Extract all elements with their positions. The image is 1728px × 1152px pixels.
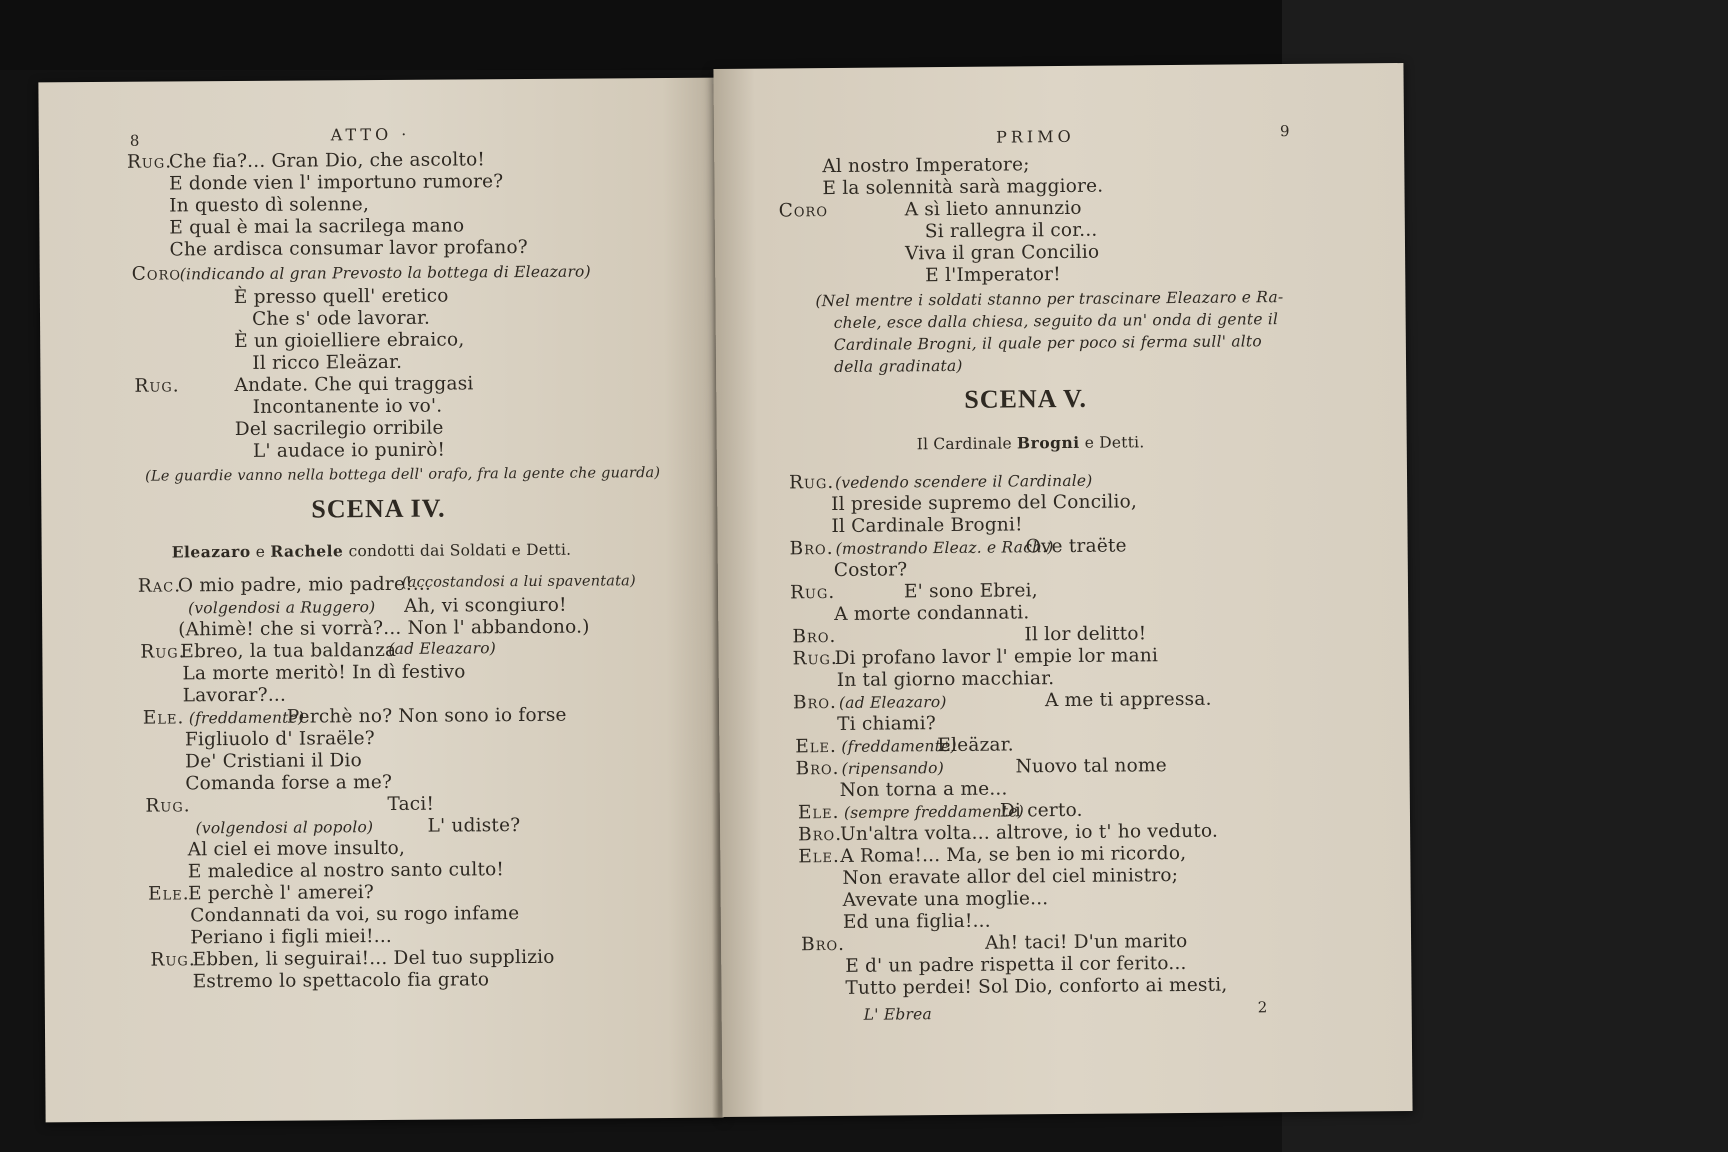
- verse-line: Perchè no? Non sono io forse: [286, 704, 567, 728]
- stage-direction: (ad Eleazaro): [388, 639, 497, 658]
- verse-line: Incontanente io vo'.: [252, 395, 443, 418]
- signature-title: L' Ebrea: [863, 1005, 932, 1024]
- stage-direction: (volgendosi a Ruggero): [187, 598, 376, 618]
- stage-direction: (vedendo scendere il Cardinale): [834, 471, 1093, 492]
- verse-line: Ebreo, la tua baldanza: [180, 639, 397, 663]
- speaker-label: Bro.: [792, 691, 837, 714]
- verse-line: In questo dì solenne,: [169, 194, 370, 217]
- character-name: Brogni: [1016, 432, 1080, 453]
- running-head: PRIMO: [995, 126, 1075, 147]
- running-head: ATTO ·: [330, 124, 411, 145]
- verse-line: E l'Imperator!: [925, 264, 1061, 287]
- verse-line: Il lor delitto!: [1024, 623, 1147, 646]
- speaker-label: Bro.: [795, 757, 840, 780]
- stage-direction: (mostrando Eleaz. e Rach.): [835, 538, 1054, 558]
- verse-line: Di certo.: [999, 799, 1083, 822]
- stage-direction: (indicando al gran Prevosto la bottega di Eleazaro): [179, 262, 591, 284]
- cast-text: e: [255, 542, 266, 561]
- left-page: [38, 78, 723, 1123]
- speaker-label: Rug.: [150, 949, 196, 971]
- verse-line: Non eravate allor del ciel ministro;: [842, 865, 1179, 889]
- speaker-label: Ele.: [798, 845, 840, 868]
- stage-direction: (volgendosi al popolo): [195, 818, 374, 838]
- speaker-label: Rug.: [789, 581, 836, 604]
- verse-line: Comanda forse a me?: [185, 771, 393, 795]
- verse-line: Andate. Che qui traggasi: [234, 373, 474, 397]
- stage-direction: Cardinale Brogni, il quale per poco si ferma sull' alto: [833, 332, 1262, 354]
- verse-line: Al nostro Imperatore;: [822, 154, 1030, 178]
- verse-line: Ove traëte: [1025, 535, 1127, 558]
- verse-line: A me ti appressa.: [1044, 688, 1212, 712]
- speaker-label: Ele.: [147, 883, 190, 905]
- verse-line: Figliuolo d' Israële?: [184, 728, 375, 751]
- verse-line: Avevate una moglie...: [842, 888, 1049, 911]
- cast-text: Il Cardinale: [916, 434, 1012, 454]
- verse-line: Il preside supremo del Concilio,: [831, 491, 1138, 516]
- speaker-label: Rug.: [134, 375, 180, 397]
- speaker-label: Rug.: [140, 641, 186, 663]
- verse-line: Eleäzar.: [937, 734, 1014, 757]
- verse-line: In tal giorno macchiar.: [836, 668, 1055, 691]
- stage-direction: (Nel mentre i soldati stanno per trascinare Eleazaro e Ra-: [815, 288, 1284, 311]
- verse-line: Che ardisca consumar lavor profano?: [169, 236, 528, 261]
- verse-line: Periano i figli miei!...: [190, 925, 393, 949]
- speaker-label: Rug.: [145, 795, 191, 817]
- stage-direction: della gradinata): [833, 356, 963, 376]
- verse-line: Del sacrilegio orribile: [234, 417, 444, 441]
- speaker-label: Ele.: [797, 801, 840, 824]
- verse-line: A morte condannati.: [834, 602, 1030, 625]
- verse-line: Che s' ode lavorar.: [251, 307, 431, 330]
- verse-line: Estremo lo spettacolo fia grato: [192, 969, 490, 993]
- verse-line: E' sono Ebrei,: [903, 580, 1038, 603]
- stage-direction: (freddamente): [841, 736, 957, 756]
- speaker-label: Ele.: [142, 707, 185, 729]
- verse-line: E donde vien l' importuno rumore?: [169, 171, 504, 195]
- speaker-label: Bro.: [798, 823, 843, 846]
- right-page: [713, 63, 1412, 1117]
- stage-direction: (sempre freddamente): [843, 802, 1025, 822]
- verse-line: E d' un padre rispetta il cor ferito...: [845, 952, 1187, 977]
- verse-line: È presso quell' eretico: [233, 285, 449, 309]
- speaker-label: Ele.: [795, 735, 837, 758]
- verse-line: Tutto perdei! Sol Dio, conforto ai mesti,: [845, 974, 1228, 999]
- verse-line: Viva il gran Concilio: [904, 241, 1100, 265]
- verse-line: L' audace io punirò!: [252, 439, 446, 462]
- verse-line: E qual è mai la sacrilega mano: [169, 215, 465, 239]
- speaker-label: Bro.: [800, 933, 846, 956]
- scene-cast: [172, 539, 572, 564]
- verse-line: Non torna a me...: [839, 778, 1008, 801]
- verse-line: Ah, vi scongiuro!: [403, 594, 567, 617]
- verse-line: Il Cardinale Brogni!: [831, 514, 1023, 538]
- verse-line: O mio padre, mio padre!...: [177, 573, 432, 597]
- speaker-label: Bro.: [789, 538, 834, 560]
- character-name: Rachele: [270, 541, 344, 561]
- stage-direction: (Le guardie vanno nella bottega dell' orafo, fra la gente che guarda): [145, 465, 661, 485]
- speaker-label: Coro: [131, 263, 182, 285]
- verse-line: Ah! taci! D'un marito: [984, 930, 1188, 954]
- verse-line: A sì lieto annunzio: [904, 197, 1082, 221]
- verse-line: La morte meritò! In dì festivo: [182, 661, 466, 685]
- verse-line: Ed una figlia!...: [842, 910, 991, 933]
- speaker-label: Bro.: [792, 625, 837, 648]
- verse-line: Ebben, li seguirai!... Del tuo supplizio: [192, 946, 555, 971]
- verse-line: L' udiste?: [427, 815, 521, 837]
- scene-cast: [917, 431, 1145, 455]
- stage-direction: chele, esce dalla chiesa, seguito da un' onda di gente il: [833, 310, 1279, 332]
- verse-line: De' Cristiani il Dio: [185, 750, 363, 773]
- verse-line: Taci!: [387, 793, 435, 815]
- verse-line: Lavorar?...: [182, 684, 287, 707]
- verse-line: Che fia?... Gran Dio, che ascolto!: [168, 149, 486, 173]
- stage-direction: (freddamente): [188, 708, 305, 728]
- verse-line: Si rallegra il cor...: [924, 219, 1098, 243]
- verse-line: Al ciel ei move insulto,: [187, 837, 406, 861]
- verse-line: Di profano lavor l' empie lor mani: [834, 645, 1159, 669]
- verse-line: E la solennità sarà maggiore.: [822, 175, 1104, 200]
- verse-line: Un'altra volta... altrove, io t' ho veduto.: [840, 820, 1219, 845]
- verse-line: A Roma!... Ma, se ben io mi ricordo,: [840, 842, 1187, 867]
- page-number: 9: [1279, 122, 1290, 141]
- verse-line: Ti chiami?: [837, 713, 937, 735]
- verse-line: E maledice al nostro santo culto!: [187, 859, 505, 883]
- character-name: Eleazaro: [171, 541, 251, 562]
- verse-line: Nuovo tal nome: [1015, 755, 1167, 778]
- verse-line: Il ricco Eleäzar.: [252, 351, 403, 374]
- speaker-label: Rug.: [792, 647, 838, 670]
- scene-heading: SCENA IV.: [311, 493, 446, 524]
- verse-line: (Ahimè! che si vorrà?... Non l' abbandono.): [178, 616, 590, 641]
- cast-text: condotti dai Soldati e Detti.: [348, 540, 572, 561]
- verse-line: E perchè l' amerei?: [187, 882, 375, 905]
- verse-line: È un gioielliere ebraico,: [234, 329, 465, 353]
- verse-line: Condannati da voi, su rogo infame: [190, 903, 520, 927]
- verse-line: Costor?: [833, 559, 908, 581]
- stage-direction: (accostandosi a lui spaventata): [401, 573, 636, 591]
- scene-heading: SCENA V.: [964, 383, 1088, 414]
- speaker-label: Rug.: [126, 151, 173, 173]
- cast-text: e Detti.: [1084, 433, 1145, 452]
- stage-direction: (ripensando): [841, 759, 945, 778]
- speaker-label: Rac.: [137, 575, 182, 597]
- speaker-label: Rug.: [788, 471, 835, 494]
- speaker-label: Coro: [778, 200, 829, 222]
- stage-direction: (ad Eleazaro): [838, 693, 947, 712]
- signature-number: 2: [1257, 998, 1268, 1017]
- page-number: 8: [129, 131, 140, 150]
